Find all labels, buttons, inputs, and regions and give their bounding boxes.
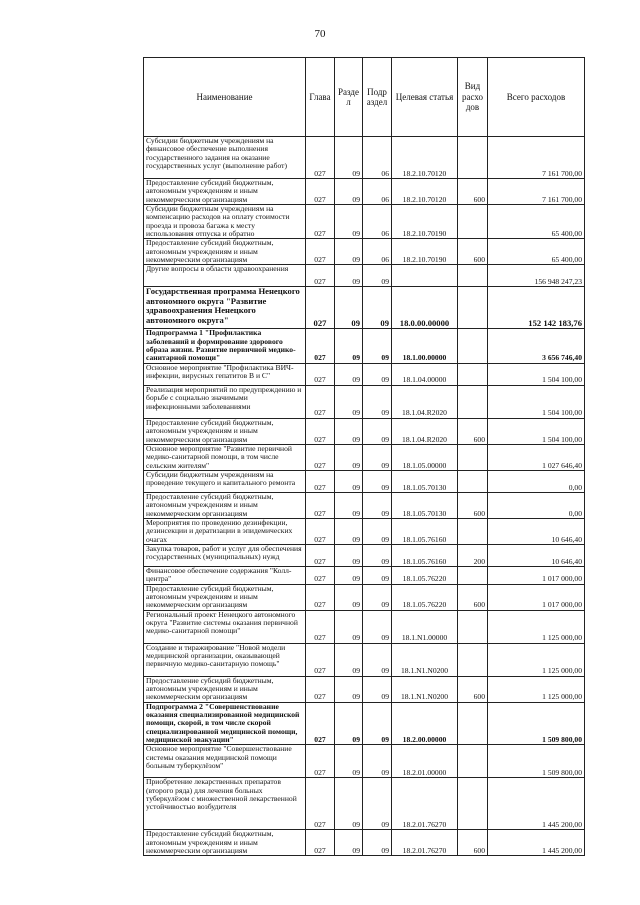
row-subsection: 06 [363,239,392,265]
col-header-chapter: Глава [306,58,335,137]
row-chapter: 027 [306,205,335,239]
row-total: 152 142 183,76 [488,287,585,329]
row-name: Подпрограмма 2 "Совершенствование оказания специализированной медицинской помощи, скорой, в том числе скорой специализированной медицинской помощи, медицинской эвакуации" [144,702,306,745]
row-name: Основное мероприятие "Совершенствование системы оказания медицинской помощи больным туберкулёзом" [144,745,306,778]
col-header-subsection: Подр аздел [363,58,392,137]
row-chapter: 027 [306,329,335,363]
table-row [144,544,585,566]
row-expense-type: 600 [458,492,488,518]
row-subsection: 09 [363,676,392,702]
table-row [144,418,585,444]
row-section: 09 [335,179,363,205]
table-row [144,444,585,470]
row-expense-type [458,265,488,287]
row-target: 18.2.10.70190 [392,205,458,239]
row-target: 18.2.10.70190 [392,239,458,265]
row-subsection: 09 [363,778,392,830]
row-total: 1 445 200,00 [488,830,585,856]
row-section: 09 [335,566,363,584]
row-name: Подпрограмма 1 "Профилактика заболеваний и формирование здорового образа жизни. Развитие первичной медико-санитарной помощи" [144,329,306,363]
row-target: 18.1.N1.00000 [392,610,458,643]
row-target: 18.2.10.70120 [392,179,458,205]
table-row [144,363,585,385]
row-name: Субсидии бюджетным учреждениям на компенсацию расходов на оплату стоимости проезда и провоза багажа к месту использования отпуска и обратно [144,205,306,239]
row-name: Государственная программа Ненецкого автономного округа "Развитие здравоохранения Ненецкого автономного округа" [144,287,306,329]
row-chapter: 027 [306,470,335,492]
row-target: 18.0.00.00000 [392,287,458,329]
row-name: Закупка товаров, работ и услуг для обеспечения государственных (муниципальных) нужд [144,544,306,566]
table-row [144,265,585,287]
row-section: 09 [335,137,363,179]
row-total: 65 400,00 [488,239,585,265]
row-chapter: 027 [306,702,335,745]
row-subsection: 09 [363,544,392,566]
table-row [144,179,585,205]
row-section: 09 [335,329,363,363]
row-target: 18.1.05.76220 [392,584,458,610]
row-section: 09 [335,518,363,544]
row-target: 18.1.N1.N0200 [392,643,458,676]
row-target: 18.1.00.00000 [392,329,458,363]
row-subsection: 09 [363,566,392,584]
table-row [144,518,585,544]
table-body [144,137,585,856]
row-subsection: 09 [363,385,392,418]
row-subsection: 09 [363,518,392,544]
row-target: 18.1.05.70130 [392,470,458,492]
table-row [144,492,585,518]
row-target: 18.2.00.00000 [392,702,458,745]
row-name: Предоставление субсидий бюджетным, автономным учреждениям и иным некоммерческим организациям [144,830,306,856]
row-chapter: 027 [306,385,335,418]
row-name: Основное мероприятие "Развитие первичной медико-санитарной помощи, в том числе сельским жителям" [144,444,306,470]
row-name: Основное мероприятие "Профилактика ВИЧ-инфекции, вирусных гепатитов В и С" [144,363,306,385]
row-chapter: 027 [306,444,335,470]
row-expense-type [458,205,488,239]
row-name: Предоставление субсидий бюджетным, автономным учреждениям и иным некоммерческим организациям [144,418,306,444]
row-name: Предоставление субсидий бюджетным, автономным учреждениям и иным некоммерческим организациям [144,239,306,265]
row-subsection: 09 [363,418,392,444]
row-name: Приобретение лекарственных препаратов (второго ряда) для лечения больных туберкулёзом с множественной лекарственной устойчивостью возбудителя [144,778,306,830]
row-total: 0,00 [488,492,585,518]
row-total: 156 948 247,23 [488,265,585,287]
row-subsection: 09 [363,287,392,329]
table-row [144,385,585,418]
row-expense-type [458,566,488,584]
row-total: 1 504 100,00 [488,385,585,418]
budget-table [143,57,585,856]
row-subsection: 09 [363,830,392,856]
row-target: 18.1.05.76160 [392,518,458,544]
row-total: 7 161 700,00 [488,179,585,205]
table-row [144,329,585,363]
table-row [144,239,585,265]
row-name: Предоставление субсидий бюджетным, автономным учреждениям и иным некоммерческим организациям [144,676,306,702]
row-target: 18.1.05.70130 [392,492,458,518]
table-row [144,470,585,492]
row-section: 09 [335,676,363,702]
table-row [144,610,585,643]
row-expense-type: 600 [458,418,488,444]
row-section: 09 [335,444,363,470]
row-subsection: 09 [363,363,392,385]
table-row [144,702,585,745]
row-total: 10 646,40 [488,544,585,566]
row-total: 7 161 700,00 [488,137,585,179]
row-subsection: 09 [363,444,392,470]
col-header-target: Целевая статья [392,58,458,137]
row-total: 1 017 000,00 [488,566,585,584]
row-expense-type [458,745,488,778]
row-expense-type [458,287,488,329]
row-name: Реализация мероприятий по предупреждению и борьбе с социально значимыми инфекционными заболеваниями [144,385,306,418]
row-total: 1 017 000,00 [488,584,585,610]
row-subsection: 09 [363,745,392,778]
row-total: 65 400,00 [488,205,585,239]
table-row [144,205,585,239]
row-target: 18.1.05.76220 [392,566,458,584]
row-chapter: 027 [306,643,335,676]
row-section: 09 [335,702,363,745]
row-section: 09 [335,745,363,778]
row-section: 09 [335,385,363,418]
row-expense-type [458,702,488,745]
row-section: 09 [335,363,363,385]
page-number: 70 [314,28,326,40]
row-expense-type [458,518,488,544]
row-section: 09 [335,470,363,492]
row-chapter: 027 [306,265,335,287]
row-chapter: 027 [306,745,335,778]
row-name: Предоставление субсидий бюджетным, автономным учреждениям и иным некоммерческим организациям [144,179,306,205]
row-chapter: 027 [306,778,335,830]
col-header-total: Всего расходов [488,58,585,137]
row-chapter: 027 [306,287,335,329]
row-name: Субсидии бюджетным учреждениям на финансовое обеспечение выполнения государственного задания на оказание государственных услуг (выполнение работ) [144,137,306,179]
row-chapter: 027 [306,544,335,566]
row-expense-type [458,329,488,363]
row-chapter: 027 [306,830,335,856]
table-row [144,584,585,610]
row-expense-type: 600 [458,239,488,265]
row-name: Региональный проект Ненецкого автономного округа "Развитие системы оказания первичной медико-санитарной помощи" [144,610,306,643]
row-chapter: 027 [306,363,335,385]
row-section: 09 [335,418,363,444]
row-chapter: 027 [306,137,335,179]
col-header-name: Наименование [144,58,306,137]
row-subsection: 06 [363,137,392,179]
row-subsection: 09 [363,702,392,745]
row-name: Предоставление субсидий бюджетным, автономным учреждениям и иным некоммерческим организациям [144,492,306,518]
row-target: 18.1.04.R2020 [392,418,458,444]
row-target: 18.2.01.76270 [392,830,458,856]
row-total: 1 504 100,00 [488,418,585,444]
row-section: 09 [335,778,363,830]
table-row [144,287,585,329]
table-row [144,830,585,856]
row-total: 1 125 000,00 [488,676,585,702]
row-total: 10 646,40 [488,518,585,544]
row-total: 1 509 800,00 [488,745,585,778]
row-expense-type [458,444,488,470]
row-chapter: 027 [306,676,335,702]
col-header-expense-type: Вид расхо дов [458,58,488,137]
row-chapter: 027 [306,584,335,610]
row-chapter: 027 [306,492,335,518]
row-subsection: 06 [363,205,392,239]
row-chapter: 027 [306,179,335,205]
row-target: 18.1.04.R2020 [392,385,458,418]
row-name: Создание и тиражирование "Новой модели медицинской организации, оказывающей первичную медико-санитарную помощь" [144,643,306,676]
row-name: Финансовое обеспечение содержания "Колл-центра" [144,566,306,584]
row-name: Мероприятия по проведению дезинфекции, дезинсекции и дератизации в эпидемических очагах [144,518,306,544]
row-total: 1 027 646,40 [488,444,585,470]
table-row [144,137,585,179]
row-target: 18.1.N1.N0200 [392,676,458,702]
row-total: 1 445 200,00 [488,778,585,830]
row-expense-type: 600 [458,584,488,610]
row-expense-type [458,385,488,418]
row-section: 09 [335,205,363,239]
row-subsection: 09 [363,265,392,287]
row-total: 3 656 746,40 [488,329,585,363]
row-subsection: 09 [363,643,392,676]
table-row [144,745,585,778]
row-expense-type [458,643,488,676]
row-total: 1 509 800,00 [488,702,585,745]
col-header-section: Разде л [335,58,363,137]
row-subsection: 09 [363,610,392,643]
row-expense-type: 600 [458,179,488,205]
row-expense-type: 200 [458,544,488,566]
table-row [144,566,585,584]
row-section: 09 [335,830,363,856]
row-total: 1 125 000,00 [488,610,585,643]
row-section: 09 [335,643,363,676]
row-chapter: 027 [306,239,335,265]
row-total: 0,00 [488,470,585,492]
row-chapter: 027 [306,418,335,444]
row-name: Другие вопросы в области здравоохранения [144,265,306,287]
row-subsection: 09 [363,470,392,492]
row-target: 18.1.04.00000 [392,363,458,385]
row-subsection: 06 [363,179,392,205]
table-row [144,643,585,676]
row-expense-type: 600 [458,676,488,702]
row-target [392,265,458,287]
table-row [144,778,585,830]
row-name: Предоставление субсидий бюджетным, автономным учреждениям и иным некоммерческим организациям [144,584,306,610]
row-subsection: 09 [363,492,392,518]
row-section: 09 [335,265,363,287]
row-expense-type [458,778,488,830]
row-target: 18.1.05.00000 [392,444,458,470]
row-section: 09 [335,584,363,610]
row-target: 18.1.05.76160 [392,544,458,566]
row-expense-type [458,363,488,385]
row-subsection: 09 [363,329,392,363]
header-row [144,58,585,137]
row-chapter: 027 [306,610,335,643]
row-target: 18.2.01.76270 [392,778,458,830]
row-total: 1 504 100,00 [488,363,585,385]
table-row [144,676,585,702]
row-target: 18.2.01.00000 [392,745,458,778]
row-section: 09 [335,544,363,566]
row-subsection: 09 [363,584,392,610]
row-target: 18.2.10.70120 [392,137,458,179]
row-section: 09 [335,239,363,265]
row-expense-type [458,137,488,179]
row-name: Субсидии бюджетным учреждениям на проведение текущего и капитального ремонта [144,470,306,492]
row-section: 09 [335,610,363,643]
row-total: 1 125 000,00 [488,643,585,676]
row-section: 09 [335,492,363,518]
row-chapter: 027 [306,518,335,544]
row-expense-type: 600 [458,830,488,856]
row-section: 09 [335,287,363,329]
row-expense-type [458,610,488,643]
row-expense-type [458,470,488,492]
row-chapter: 027 [306,566,335,584]
